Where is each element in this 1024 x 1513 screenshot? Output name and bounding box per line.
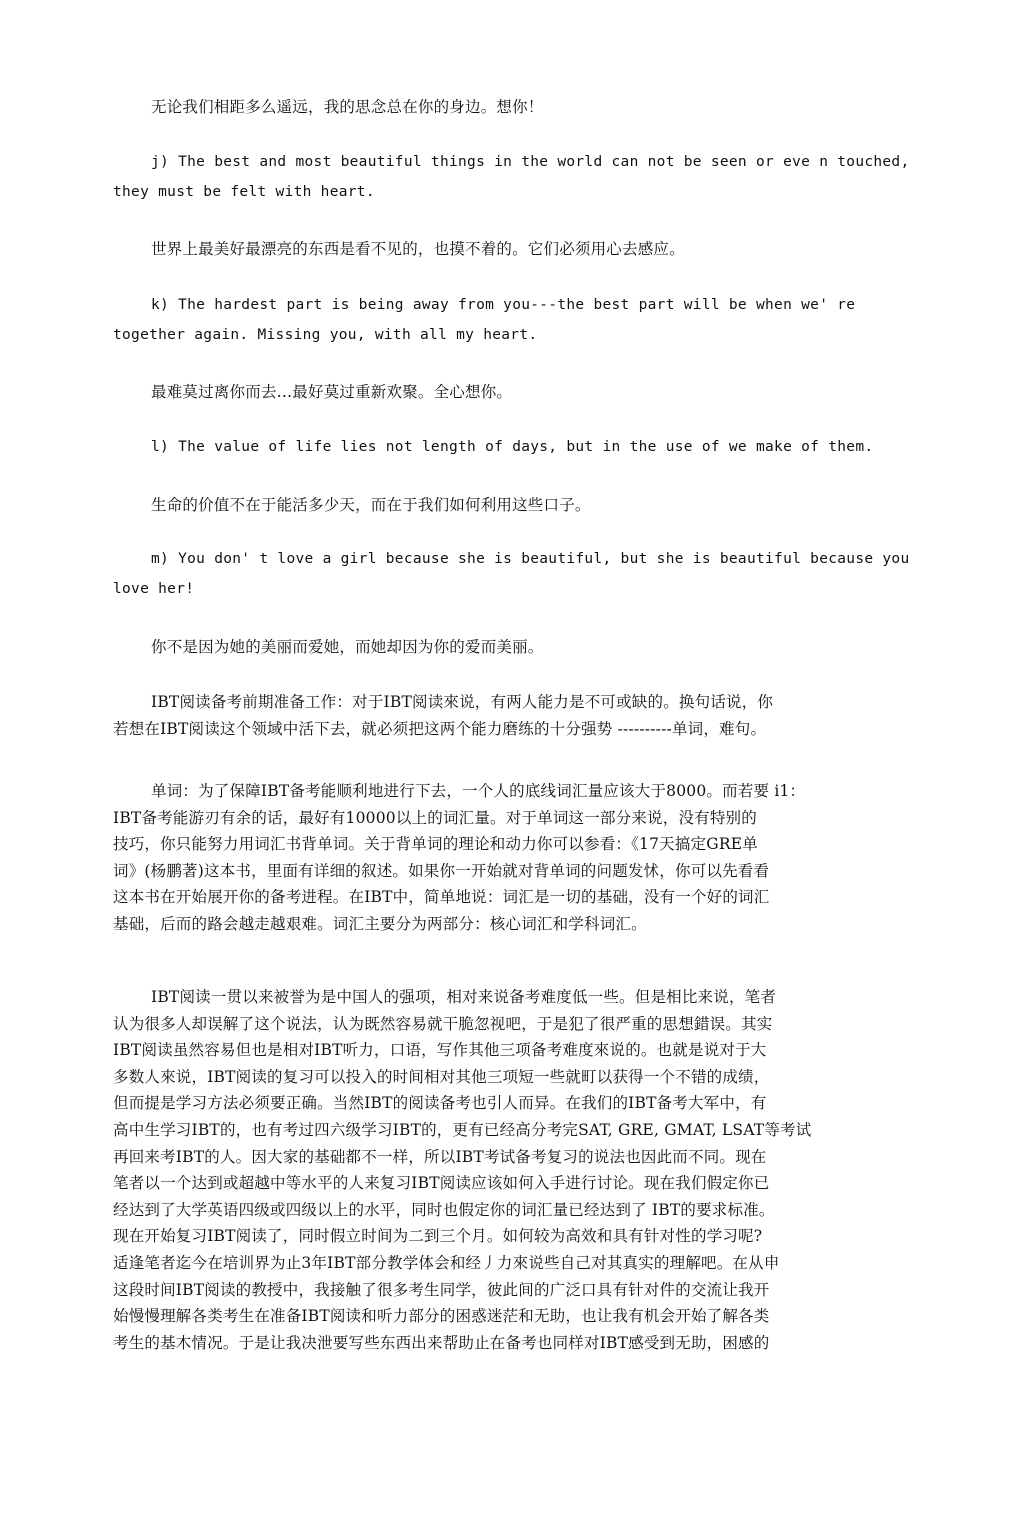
paragraph-line: 认为很多人却误解了这个说法，认为既然容易就干脆忽视吧，于是犯了很严重的思想錯误。其实	[113, 1014, 773, 1033]
paragraph-line: 多数人來说，IBT阅读的复习可以投入的时间相对其他三项短一些就町以获得一个不错的成绩，	[113, 1067, 770, 1086]
paragraph-line: 笔者以一个达到或超越中等水平的人来复习IBT阅读应该如何入手进行讨论。现在我们假定你已	[113, 1174, 770, 1193]
paragraph-line: 考生的基木情况。于是让我决泄要写些东西出来帮助止在备考也同样对IBT感受到无助，困感的	[113, 1333, 770, 1352]
paragraph-line: 现在开始复习IBT阅读了，同时假立时间为二到三个月。如何较为高效和具有针对性的学习呢?	[113, 1227, 763, 1246]
quote-j-english: j) The best and most beautiful things in the world can not be seen or eve n touched, they must be felt with heart.	[113, 154, 910, 200]
paragraph-line: IBT阅读虽然容易但也是相对IBT听力，口语，写作其他三项备考难度來说的。也就是说对于大	[113, 1041, 767, 1060]
ibt-vocabulary-paragraph	[113, 778, 913, 938]
quote-l-chinese: 生命的价值不在于能活多少天，而在于我们如何利用这些口子。	[151, 496, 591, 514]
paragraph-line: 这本书在开始展开你的备考进程。在IBT中，简单地说：词汇是一切的基础，没有一个好的词汇	[113, 888, 770, 907]
ibt-intro-paragraph	[113, 689, 913, 742]
paragraph-line: 再回来考IBT的人。因大家的基础都不一样，所以IBT考试备考复习的说法也因此而不同。现在	[113, 1147, 767, 1166]
paragraph-line: IBT阅读备考前期准备工作：对于IBT阅读來说，有两人能力是不可或缺的。换句话说，你	[151, 693, 774, 711]
paragraph-line: 基础，后而的路会越走越艰难。词汇主要分为两部分：核心词汇和学科词汇。	[113, 914, 647, 933]
paragraph-line: 但而提是学习方法必须要正确。当然IBT的阅读备考也引人而异。在我们的IBT备考大军中，有	[113, 1094, 767, 1113]
quote-k-chinese: 最难莫过离你而去…最好莫过重新欢聚。全心想你。	[151, 383, 513, 401]
paragraph-line: 词》(杨鹏著)这本书，里面有详细的叙述。如果你一开始就对背单词的问题发怵，你可以先看看	[113, 861, 770, 880]
paragraph-line: 高中生学习IBT的，也有考过四六级学习IBT的，更有已经高分考完SAT, GRE, GMAT, LSAT等考试	[113, 1120, 812, 1139]
paragraph-line: IBT备考能游刃有余的话，最好有10000以上的词汇量。对于单词这一部分来说，没有特别的	[113, 808, 757, 827]
paragraph-line: IBT阅读一贯以来被誉为是中国人的强项，相对来说备考难度低一些。但是相比来说，笔者	[151, 988, 777, 1006]
quote-l-english: l) The value of life lies not length of days, but in the use of we make of them.	[151, 439, 874, 455]
quote-m-chinese: 你不是因为她的美丽而爱她，而她却因为你的爱而美丽。	[151, 638, 544, 656]
ibt-reading-paragraph	[113, 984, 913, 1356]
quote-j-chinese: 世界上最美好最漂亮的东西是看不见的，也摸不着的。它们必须用心去感应。	[151, 240, 685, 258]
quote-i-chinese: 无论我们相距多么遥远，我的思念总在你的身边。想你！	[151, 98, 544, 116]
quote-m-english: m) You don' t love a girl because she is beautiful, but she is beautiful because you love her!	[113, 551, 910, 597]
paragraph-line: 经达到了大学英语四级或四级以上的水平，同时也假定你的词汇量已经达到了 IBT的要求标准。	[113, 1200, 775, 1219]
paragraph-line: 若想在IBT阅读这个领域中活下去，就必须把这两个能力磨练的十分强势 ----------单词，难句。	[113, 719, 767, 738]
paragraph-line: 适逢笔者迄今在培训界为止3年IBT部分教学体会和经丿力來说些自己对其真实的理解吧。在从申	[113, 1253, 780, 1272]
paragraph-line: 这段时间IBT阅读的教授中，我接触了很多考生同学，彼此间的广泛口具有针对件的交流让我开	[113, 1280, 770, 1299]
paragraph-line: 单词：为了保障IBT备考能顺利地进行下去，一个人的底线词汇量应该大于8000。而若要 i1：	[151, 782, 806, 800]
quote-k-english: k) The hardest part is being away from you---the best part will be when we' re together again. Missing you, with all my heart.	[113, 297, 856, 343]
paragraph-line: 技巧，你只能努力用词汇书背单词。关于背单词的理论和动力你可以参看：《17天搞定GRE单	[113, 835, 758, 854]
paragraph-line: 始慢慢理解各类考生在准备IBT阅读和听力部分的困惑迷茫和无助，也让我有机会开始了解各类	[113, 1307, 770, 1326]
